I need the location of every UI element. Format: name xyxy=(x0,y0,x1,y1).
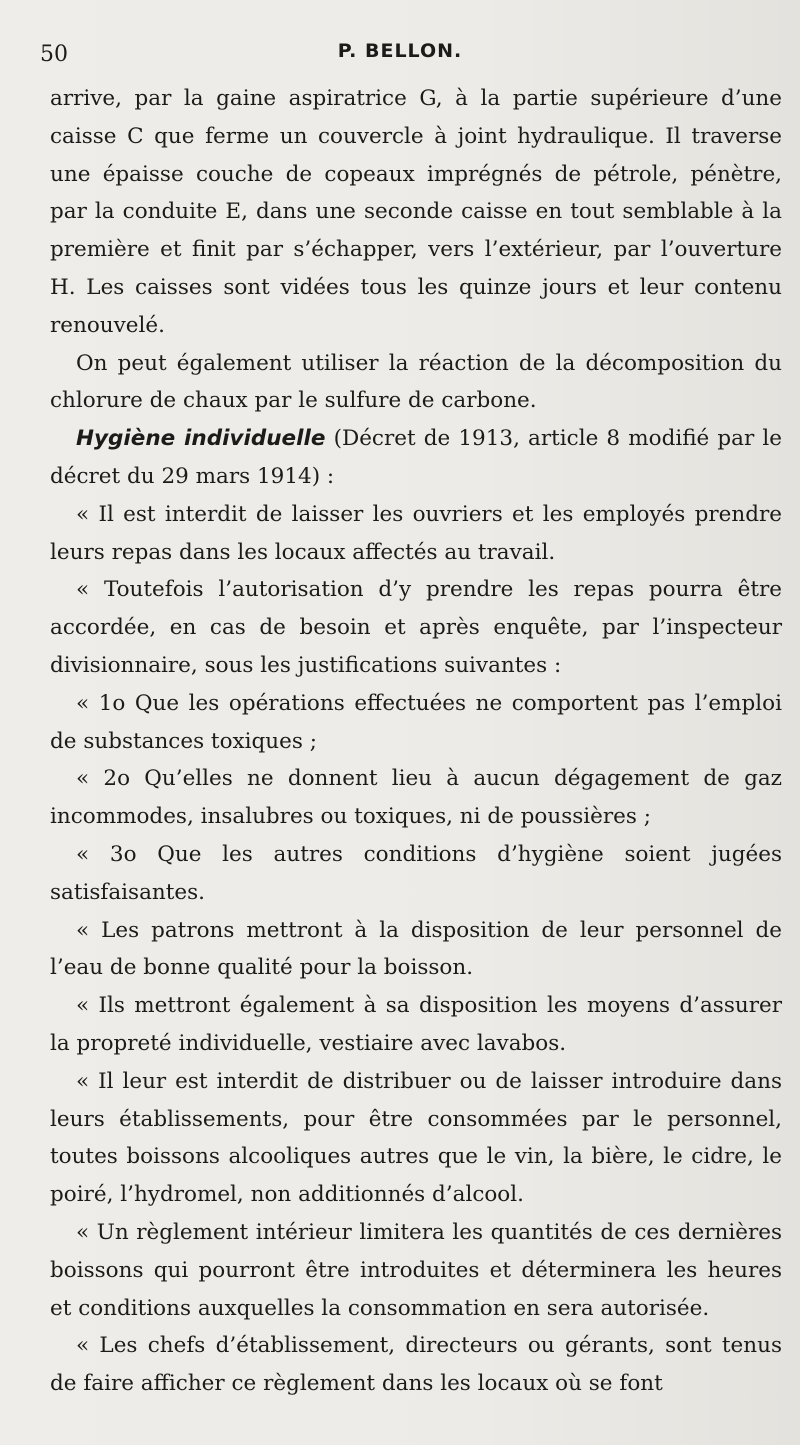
section-heading: Hygiène individuelle xyxy=(76,426,326,452)
paragraph-12: « Un règlement intérieur limitera les quantités de ces dernières boissons qui pourront être introduites et déterminera les heures et conditions auxquelles la consommation en sera autorisée. xyxy=(50,1219,782,1321)
paragraph-10: « Ils mettront également à sa disposition les moyens d’assurer la propreté individuelle, vestiaire avec lavabos. xyxy=(50,993,782,1056)
paragraph-9: « Les patrons mettront à la disposition de leur personnel de l’eau de bonne qualité pour la boisson. xyxy=(50,917,782,981)
body-text xyxy=(50,80,782,1403)
paragraph-4: « Il est interdit de laisser les ouvriers et les employés prendre leurs repas dans les locaux affectés au travail. xyxy=(50,501,782,565)
paragraph-2: On peut également utiliser la réaction de la décomposition du chlorure de chaux par le sulfure de carbone. xyxy=(50,350,782,414)
paragraph-7: « 2o Qu’elles ne donnent lieu à aucun dégagement de gaz incommodes, insalubres ou toxiques, ni de poussières ; xyxy=(50,766,782,830)
paragraph-1: arrive, par la gaine aspiratrice G, à la partie supérieure d’une caisse C que ferme un couvercle à joint hydraulique. Il traverse une épaisse couche de copeaux imprégnés de pétrole, pénètre, par la conduite E, dans une seconde caisse en tout semblable à la première et finit par s’échapper, vers l’extérieur, par l’ouverture H. Les caisses sont vidées tous les quinze jours et leur contenu renouvelé. xyxy=(50,86,782,338)
section-heading-rest: (Décret de 1913, article 8 modifié par le décret du 29 mars 1914) : xyxy=(50,426,782,489)
paragraph-8: « 3o Que les autres conditions d’hygiène soient jugées satisfaisantes. xyxy=(50,841,782,905)
page-header xyxy=(0,38,800,68)
page-number: 50 xyxy=(40,42,68,67)
paragraph-6: « 1o Que les opérations effectuées ne comportent pas l’emploi de substances toxiques ; xyxy=(50,690,782,754)
paragraph-13: « Les chefs d’établissement, directeurs ou gérants, sont tenus de faire afficher ce règlement dans les locaux où se font xyxy=(50,1333,782,1397)
paragraph-3 xyxy=(50,420,782,496)
running-head: P. BELLON. xyxy=(337,40,463,62)
paragraph-5: « Toutefois l’autorisation d’y prendre les repas pourra être accordée, en cas de besoin et après enquête, par l’inspecteur divisionnaire, sous les justifications suivantes : xyxy=(50,577,782,678)
paragraph-11: « Il leur est interdit de distribuer ou de laisser introduire dans leurs établissements, pour être consommées par le personnel, toutes boissons alcooliques autres que le vin, la bière, le cidre, le poiré, l’hydromel, non additionnés d’alcool. xyxy=(50,1068,782,1208)
